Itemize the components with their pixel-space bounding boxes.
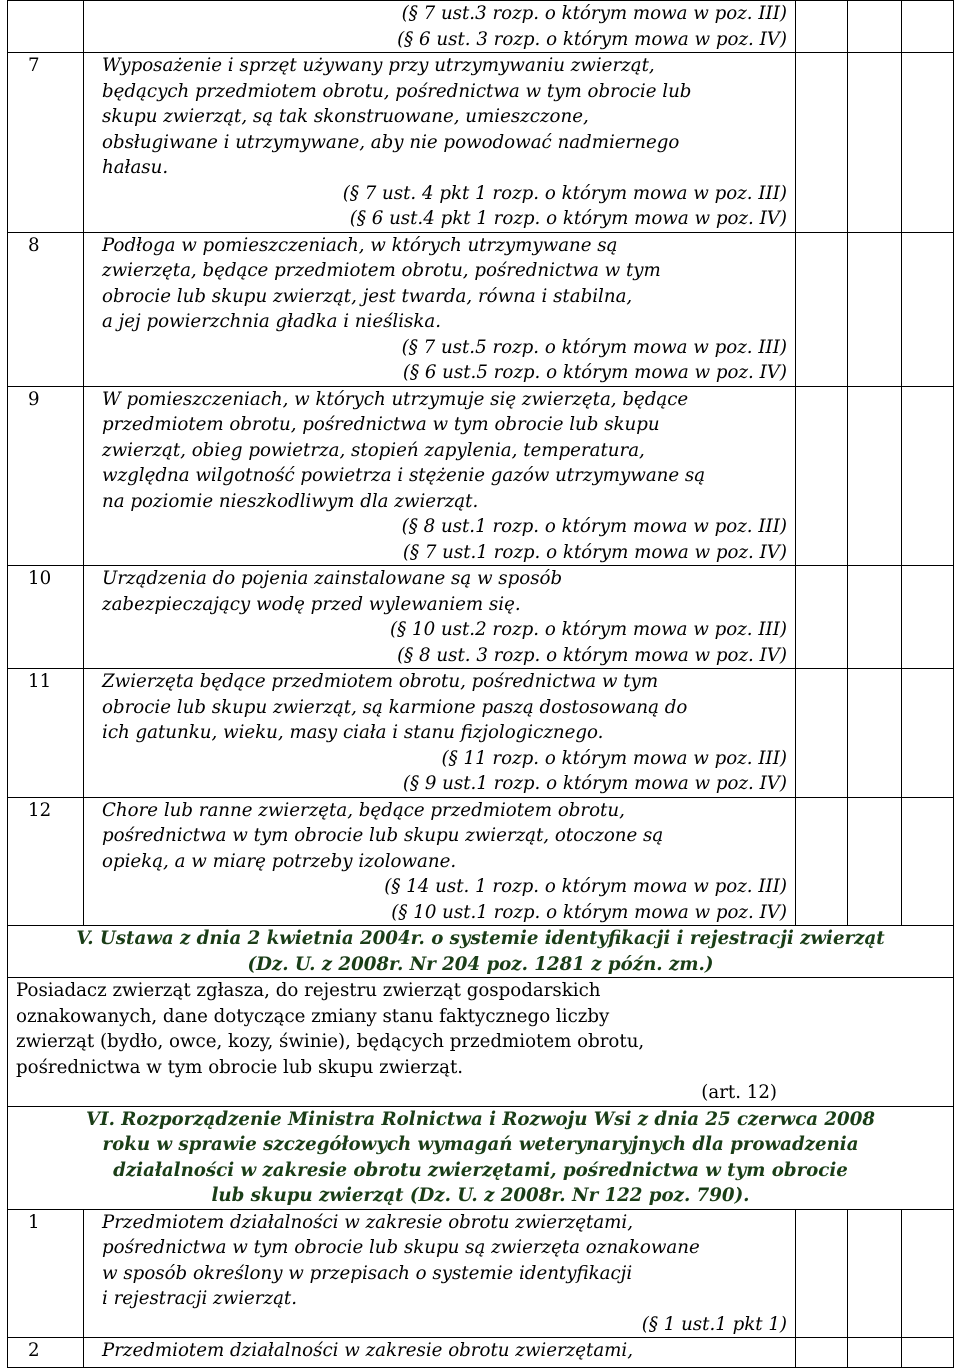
checkbox-cell[interactable] (902, 386, 954, 566)
table-row (8, 1, 954, 53)
requirement-text (84, 1209, 796, 1338)
requirement-text (84, 1338, 796, 1368)
heading-line: roku w sprawie szczegółowych wymagań weterynaryjnych dla prowadzenia (102, 1134, 859, 1155)
checkbox-cell[interactable] (848, 1209, 902, 1338)
requirement-line: a jej powierzchnia gładka i nieśliska. (102, 311, 442, 332)
requirement-text (84, 669, 796, 798)
table-row (8, 1338, 954, 1368)
legal-reference: (§ 9 ust.1 rozp. o którym mowa w poz. IV) (402, 773, 787, 794)
checkbox-cell[interactable] (902, 1, 954, 53)
legal-reference: (§ 10 ust.1 rozp. o którym mowa w poz. IV) (391, 901, 787, 923)
requirement-line: opieką, a w miarę potrzeby izolowane. (102, 850, 457, 872)
requirement-text (84, 386, 796, 566)
requirement-line: w sposób określony w przepisach o systemie identyfikacji (102, 1262, 633, 1284)
checkbox-cell[interactable] (796, 1338, 848, 1368)
checkbox-cell[interactable] (902, 1209, 954, 1338)
requirement-text (84, 1, 796, 53)
requirement-line: ich gatunku, wieku, masy ciała i stanu fizjologicznego. (102, 722, 604, 743)
checkbox-cell[interactable] (902, 232, 954, 386)
checkbox-cell[interactable] (848, 669, 902, 798)
heading-line: VI. Rozporządzenie Ministra Rolnictwa i Rozwoju Wsi z dnia 25 czerwca 2008 (85, 1108, 876, 1130)
heading-line: V. Ustawa z dnia 2 kwietnia 2004r. o systemie identyfikacji i rejestracji zwierząt (76, 928, 885, 949)
table-row (8, 232, 954, 386)
table-row (8, 797, 954, 926)
checkbox-cell[interactable] (796, 386, 848, 566)
item-number: 2 (8, 1338, 84, 1368)
checkbox-cell[interactable] (848, 1338, 902, 1368)
checkbox-cell[interactable] (848, 53, 902, 233)
item-number: 1 (8, 1209, 84, 1338)
legal-reference: (§ 11 rozp. o którym mowa w poz. III) (441, 747, 787, 769)
requirement-line: W pomieszczeniach, w których utrzymuje się zwierzęta, będące (102, 388, 689, 410)
requirement-line: hałasu. (102, 157, 169, 178)
legal-reference: (§ 8 ust.1 rozp. o którym mowa w poz. III) (401, 516, 787, 537)
checkbox-cell[interactable] (902, 53, 954, 233)
checkbox-cell[interactable] (796, 232, 848, 386)
item-number: 11 (8, 669, 84, 798)
section-vi-heading (8, 1106, 954, 1209)
checkbox-cell[interactable] (848, 566, 902, 669)
checkbox-cell[interactable] (902, 1338, 954, 1368)
checkbox-cell[interactable] (902, 797, 954, 926)
requirement-line: zwierząt, obieg powietrza, stopień zapylenia, temperatura, (102, 439, 645, 461)
requirement-line: Przedmiotem działalności w zakresie obrotu zwierzętami, (102, 1211, 634, 1233)
requirement-line: skupu zwierząt, są tak skonstruowane, umieszczone, (102, 106, 589, 127)
requirement-text (84, 232, 796, 386)
checkbox-cell[interactable] (796, 1209, 848, 1338)
requirement-line: i rejestracji zwierząt. (102, 1288, 298, 1309)
legal-reference: (art. 12) (701, 1082, 777, 1103)
requirement-line: zwierzęta, będące przedmiotem obrotu, pośrednictwa w tym (102, 260, 661, 281)
section-v-heading (8, 926, 954, 978)
requirement-line: Podłoga w pomieszczeniach, w których utrzymywane są (102, 234, 618, 256)
heading-line: działalności w zakresie obrotu zwierzętami, pośrednictwa w tym obrocie (113, 1159, 848, 1181)
legal-reference: (§ 6 ust.4 pkt 1 rozp. o którym mowa w poz. IV) (349, 208, 787, 229)
checkbox-cell[interactable] (796, 53, 848, 233)
requirement-line: Urządzenia do pojenia zainstalowane są w sposób (102, 568, 563, 589)
legal-reference: (§ 7 ust.1 rozp. o którym mowa w poz. IV) (402, 541, 787, 563)
table-row (8, 386, 954, 566)
requirement-line: Wyposażenie i sprzęt używany przy utrzymywaniu zwierząt, (102, 55, 655, 76)
body-line: pośrednictwa w tym obrocie lub skupu zwierząt. (16, 1056, 464, 1078)
requirement-line: pośrednictwa w tym obrocie lub skupu zwierząt, otoczone są (102, 825, 664, 846)
heading-line: lub skupu zwierząt (Dz. U. z 2008r. Nr 122 poz. 790). (211, 1185, 750, 1206)
legal-reference: (§ 7 ust. 4 pkt 1 rozp. o którym mowa w poz. III) (342, 182, 787, 204)
body-line: Posiadacz zwierząt zgłasza, do rejestru zwierząt gospodarskich (16, 980, 601, 1001)
item-number (8, 1, 84, 53)
requirement-line: obrocie lub skupu zwierząt, są karmione paszą dostosowaną do (102, 696, 688, 718)
checkbox-cell[interactable] (796, 566, 848, 669)
checkbox-cell[interactable] (796, 669, 848, 798)
body-line: oznakowanych, dane dotyczące zmiany stanu faktycznego liczby (16, 1005, 610, 1027)
requirements-table (7, 0, 954, 1368)
legal-reference: (§ 7 ust.5 rozp. o którym mowa w poz. III) (401, 336, 787, 358)
legal-reference: (§ 1 ust.1 pkt 1) (641, 1313, 787, 1335)
requirement-text (84, 566, 796, 669)
section-v-body (8, 978, 954, 1107)
table-row (8, 669, 954, 798)
requirement-line: Chore lub ranne zwierzęta, będące przedmiotem obrotu, (102, 799, 625, 821)
legal-reference: (§ 14 ust. 1 rozp. o którym mowa w poz. III) (384, 876, 787, 897)
item-number: 8 (8, 232, 84, 386)
legal-reference: (§ 6 ust. 3 rozp. o którym mowa w poz. IV) (397, 28, 787, 50)
requirement-line: obrocie lub skupu zwierząt, jest twarda, równa i stabilna, (102, 285, 633, 307)
heading-line: (Dz. U. z 2008r. Nr 204 poz. 1281 z późn. zm.) (247, 953, 714, 975)
checkbox-cell[interactable] (848, 1, 902, 53)
requirement-text (84, 53, 796, 233)
checkbox-cell[interactable] (796, 797, 848, 926)
item-number: 7 (8, 53, 84, 233)
legal-reference: (§ 6 ust.5 rozp. o którym mowa w poz. IV) (402, 362, 787, 383)
checkbox-cell[interactable] (796, 1, 848, 53)
checkbox-cell[interactable] (848, 797, 902, 926)
requirement-line: będących przedmiotem obrotu, pośrednictwa w tym obrocie lub (102, 80, 692, 102)
checkbox-cell[interactable] (902, 669, 954, 798)
table-row (8, 53, 954, 233)
section-body-row (8, 978, 954, 1107)
requirement-line: Przedmiotem działalności w zakresie obrotu zwierzętami, (102, 1340, 634, 1361)
legal-reference: (§ 10 ust.2 rozp. o którym mowa w poz. III) (390, 619, 787, 640)
requirement-line: względna wilgotność powietrza i stężenie gazów utrzymywane są (102, 465, 706, 486)
legal-reference: (§ 7 ust.3 rozp. o którym mowa w poz. III) (401, 3, 787, 24)
body-line: zwierząt (bydło, owce, kozy, świnie), będących przedmiotem obrotu, (16, 1031, 645, 1052)
item-number: 10 (8, 566, 84, 669)
requirement-line: na poziomie nieszkodliwym dla zwierząt. (102, 490, 479, 512)
requirement-line: Zwierzęta będące przedmiotem obrotu, pośrednictwa w tym (102, 671, 659, 692)
table-row (8, 566, 954, 669)
checkbox-cell[interactable] (848, 232, 902, 386)
section-heading-row (8, 1106, 954, 1209)
requirement-line: przedmiotem obrotu, pośrednictwa w tym obrocie lub skupu (102, 414, 660, 435)
requirement-line: zabezpieczający wodę przed wylewaniem się. (102, 593, 521, 615)
legal-reference: (§ 8 ust. 3 rozp. o którym mowa w poz. IV) (397, 644, 787, 666)
item-number: 12 (8, 797, 84, 926)
requirement-text (84, 797, 796, 926)
table-row (8, 1209, 954, 1338)
checkbox-cell[interactable] (902, 566, 954, 669)
item-number: 9 (8, 386, 84, 566)
section-heading-row (8, 926, 954, 978)
requirement-line: obsługiwane i utrzymywane, aby nie powodować nadmiernego (102, 131, 680, 153)
checkbox-cell[interactable] (848, 386, 902, 566)
requirement-line: pośrednictwa w tym obrocie lub skupu są zwierzęta oznakowane (102, 1237, 700, 1258)
